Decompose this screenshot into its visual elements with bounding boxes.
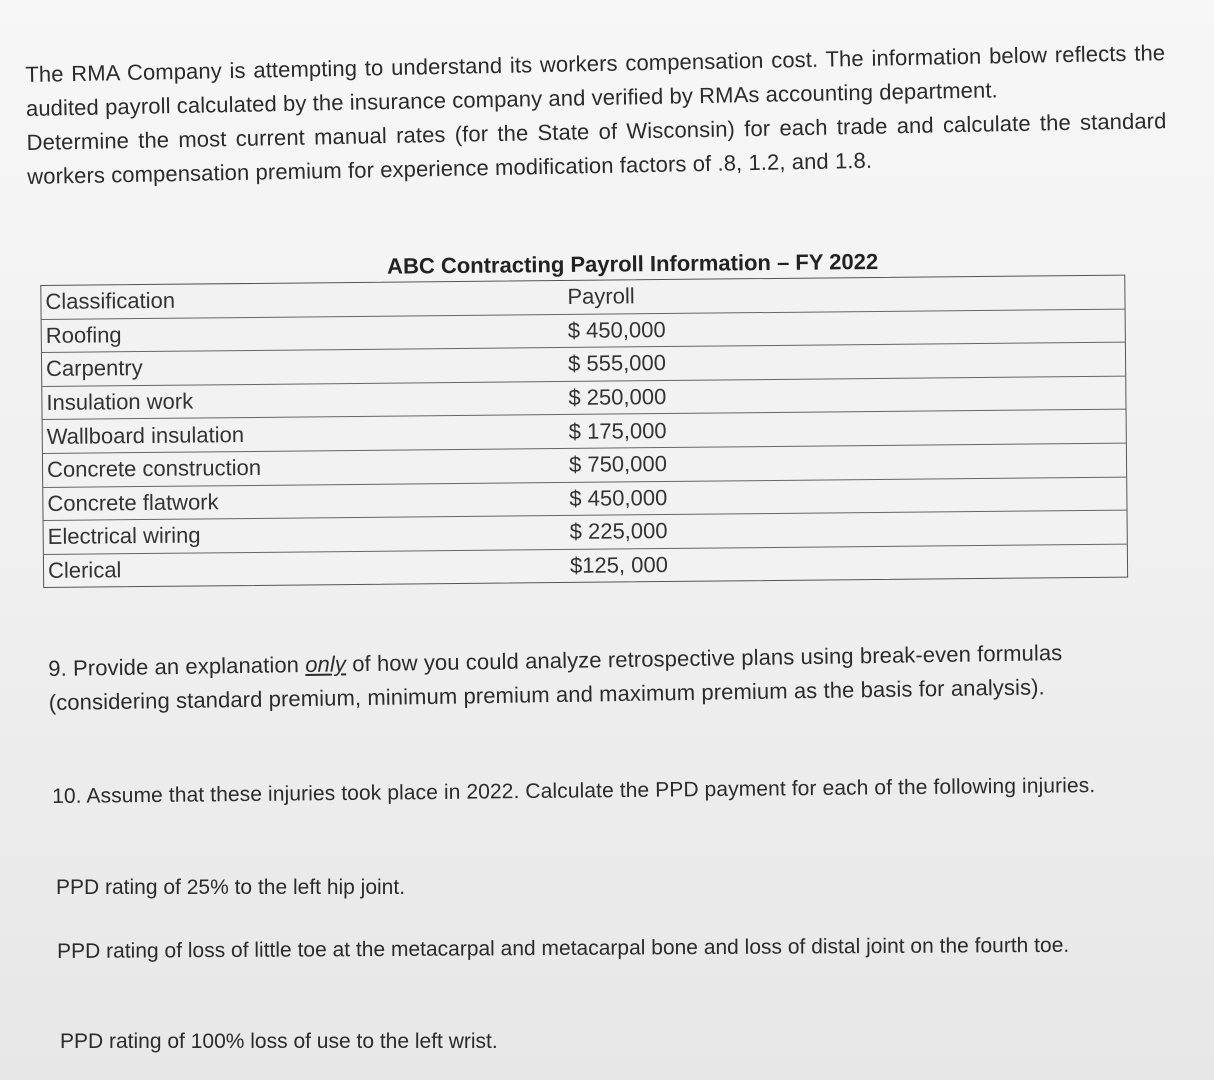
row-payroll: $ 250,000 <box>568 384 667 411</box>
injury-item: PPD rating of loss of little toe at the metacarpal and metacarpal bone and loss of distal joint on the fourth toe. <box>57 933 1070 963</box>
header-classification: Classification <box>45 288 176 315</box>
row-classification: Insulation work <box>46 388 194 416</box>
row-payroll: $ 175,000 <box>568 417 667 444</box>
injury-item: PPD rating of 25% to the left hip joint. <box>56 876 406 899</box>
question-9 <box>48 635 1159 720</box>
question-10: 10. Assume that these injuries took place in 2022. Calculate the PPD payment for each of the following injuries. <box>52 774 1096 808</box>
header-payroll: Payroll <box>567 283 635 310</box>
injury-item: PPD rating of 100% loss of use to the left wrist. <box>60 1030 498 1053</box>
row-classification: Clerical <box>47 557 122 583</box>
row-classification: Wallboard insulation <box>46 421 245 449</box>
row-classification: Roofing <box>45 322 122 348</box>
payroll-table <box>40 275 1128 589</box>
row-classification: Concrete construction <box>46 455 262 483</box>
row-classification: Carpentry <box>45 355 143 382</box>
table-title: ABC Contracting Payroll Information – FY 2022 <box>386 248 879 279</box>
question-9-emphasis: only <box>305 651 347 677</box>
question-9-rest: of how you could analyze retrospective plans using break-even formulas (considering standard premium, minimum premium and maximum premium as the basis for analysis). <box>48 640 1063 715</box>
intro-text <box>25 36 1167 194</box>
row-payroll: $ 555,000 <box>567 350 667 377</box>
row-payroll: $ 225,000 <box>569 518 668 545</box>
row-classification: Concrete flatwork <box>47 489 219 516</box>
row-payroll: $ 450,000 <box>569 484 668 511</box>
intro-paragraph-1: The RMA Company is attempting to understand its workers compensation cost. The information below reflects the audited payroll calculated by the insurance company and verified by RMAs accounting department. <box>25 40 1166 121</box>
row-payroll: $ 450,000 <box>567 316 666 343</box>
row-classification: Electrical wiring <box>47 522 201 550</box>
payroll-table-section <box>40 245 1128 589</box>
question-9-lead: 9. Provide an explanation <box>48 651 306 681</box>
intro-paragraph-2: Determine the most current manual rates (for the State of Wisconsin) for each trade and calculate the standard workers compensation premium for experience modification factors of .8, 1.2, and 1.8. <box>26 108 1167 189</box>
row-payroll: $125, 000 <box>569 552 668 578</box>
row-payroll: $ 750,000 <box>568 451 668 478</box>
